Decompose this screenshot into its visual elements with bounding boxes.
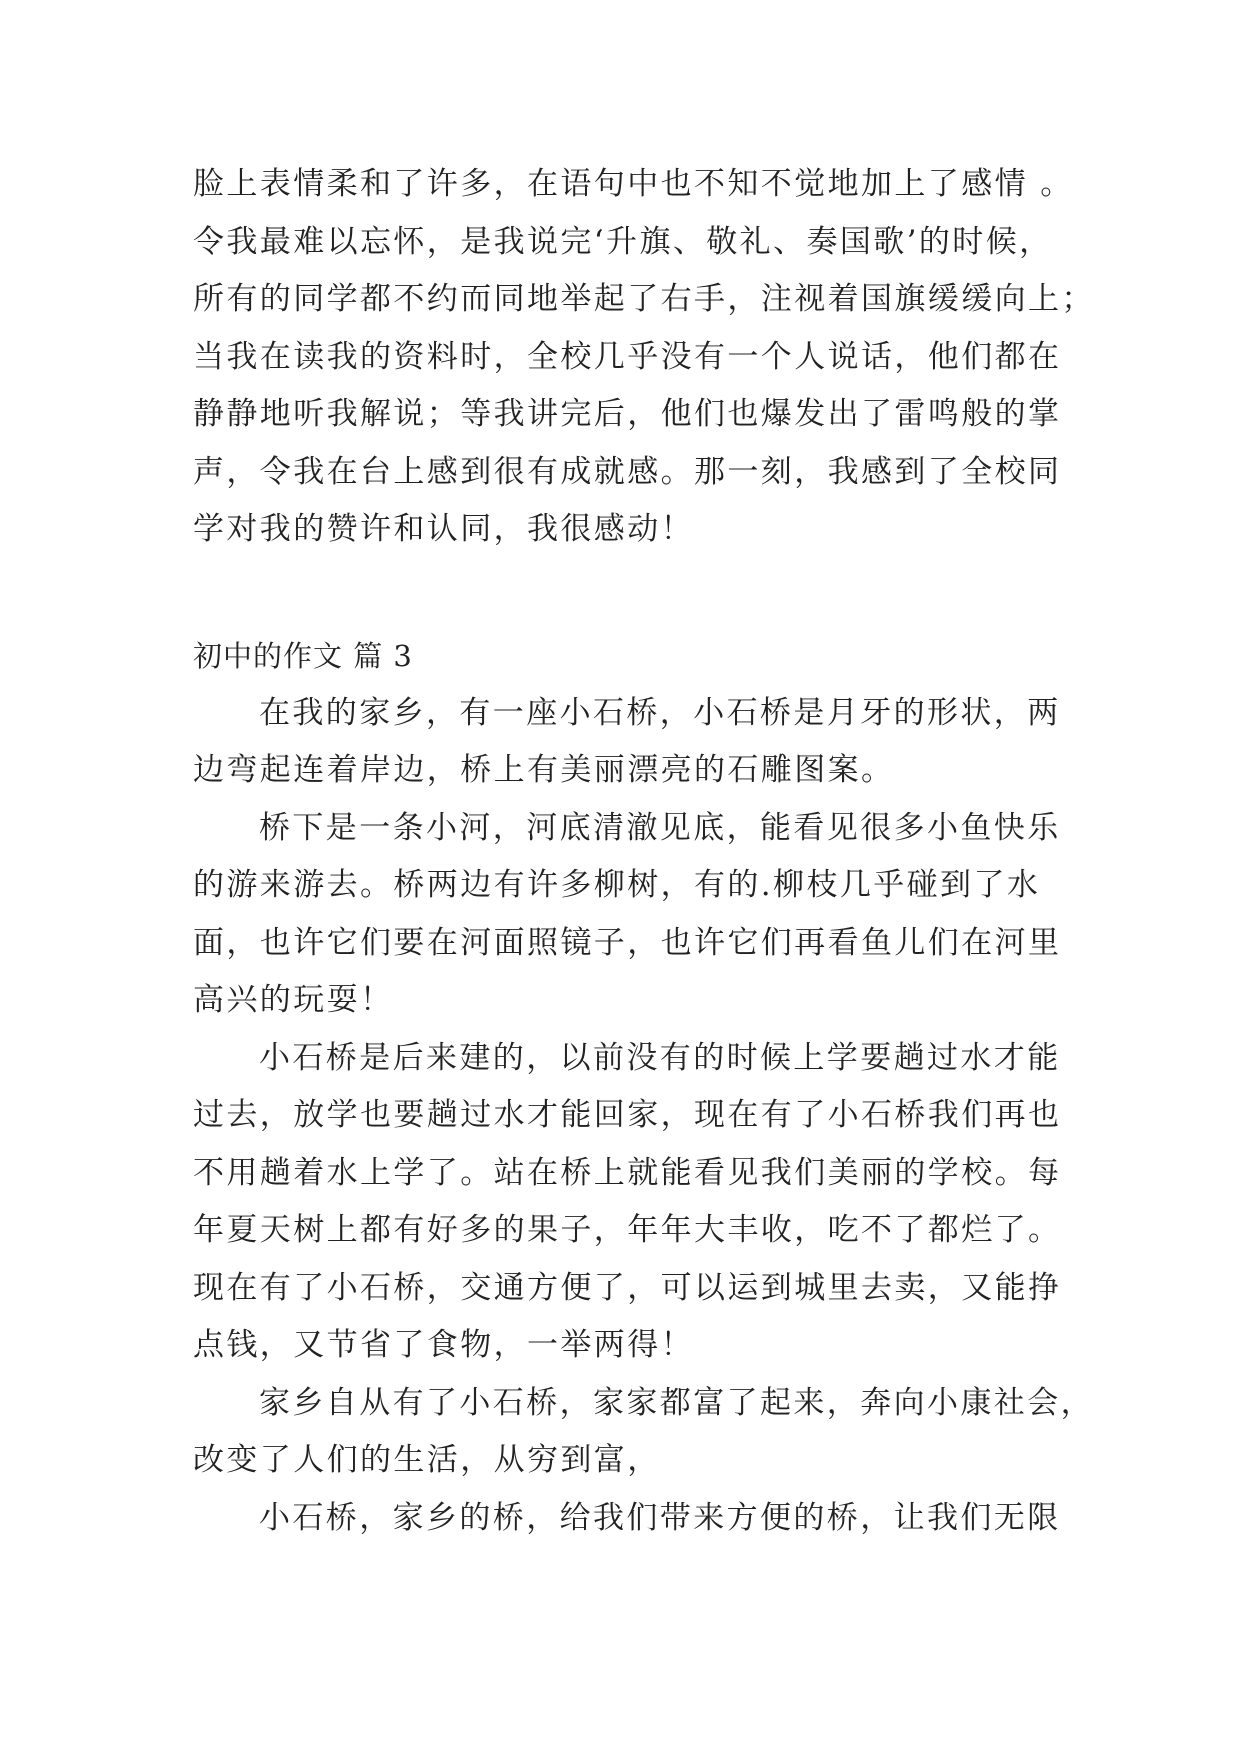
text-line: 现在有了小石桥，交通方便了，可以运到城里去卖，又能挣 [193,1269,1062,1306]
text-line: 不用趟着水上学了。站在桥上就能看见我们美丽的学校。每 [193,1154,1062,1191]
document-body [193,156,1093,1547]
intro-paragraph [193,156,1093,559]
text-line: 点钱，又节省了食物，一举两得！ [193,1327,694,1363]
text-line: 脸上表情柔和了许多，在语句中也不知不觉地加上了感情 。 [193,166,1074,202]
text-line: 的游来游去。桥两边有许多柳树，有的.柳枝几乎碰到了水 [193,867,1041,903]
paragraph-5 [193,1490,1093,1548]
section-spacer [193,559,1093,628]
paragraph-1 [193,685,1093,800]
text-line: 改变了人们的生活，从穷到富， [193,1442,661,1478]
text-line: 所有的同学都不约而同地举起了右手，注视着国旗缓缓向上； [193,281,1095,317]
paragraph-2 [193,800,1093,1030]
text-line: 声，令我在台上感到很有成就感。那一刻，我感到了全校同 [193,453,1062,490]
text-line: 高兴的玩耍！ [193,982,394,1018]
text-line: 边弯起连着岸边，桥上有美丽漂亮的石雕图案。 [193,752,895,788]
paragraph-4 [193,1375,1093,1490]
text-line: 家乡自从有了小石桥，家家都富了起来，奔向小康社会， [259,1384,1094,1421]
text-line: 令我最难以忘怀，是我说完‘升旗、敬礼、奏国歌’的时候， [193,223,1053,260]
text-line: 在我的家乡，有一座小石桥，小石桥是月牙的形状，两 [259,694,1061,731]
text-line: 年夏天树上都有好多的果子，年年大丰收，吃不了都烂了。 [193,1212,1062,1248]
text-line: 面，也许它们要在河面照镜子，也许它们再看鱼儿们在河里 [193,924,1062,961]
text-line: 小石桥是后来建的，以前没有的时候上学要趟过水才能 [259,1039,1061,1076]
text-line: 静静地听我解说；等我讲完后，他们也爆发出了雷鸣般的掌 [193,396,1062,432]
text-line: 小石桥，家乡的桥，给我们带来方便的桥，让我们无限 [259,1499,1061,1536]
paragraph-3 [193,1030,1093,1375]
text-line: 学对我的赞许和认同，我很感动！ [193,511,694,547]
text-line: 过去，放学也要趟过水才能回家，现在有了小石桥我们再也 [193,1097,1062,1133]
text-line: 当我在读我的资料时，全校几乎没有一个人说话，他们都在 [193,338,1062,375]
section-title: 初中的作文 篇 3 [193,638,413,673]
text-line: 桥下是一条小河，河底清澈见底，能看见很多小鱼快乐 [259,809,1061,846]
